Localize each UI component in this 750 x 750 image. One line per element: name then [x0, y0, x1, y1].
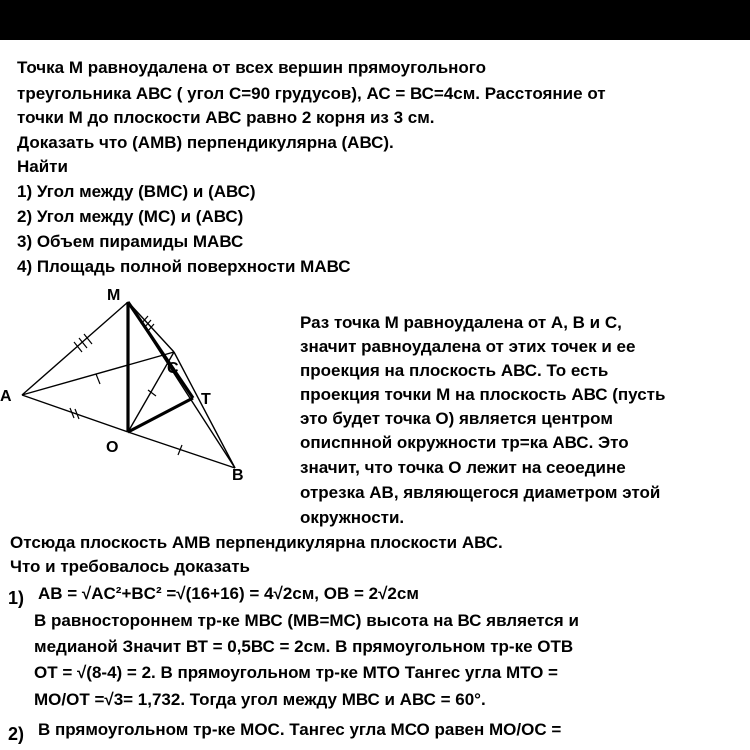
problem-line: 1) Угол между (ВМС) и (АВС) — [17, 182, 256, 201]
label-T: T — [201, 391, 211, 408]
explanation-line: проекция точки М на плоскость АВС (пусть — [300, 385, 666, 404]
problem-line: треугольника АВС ( угол С=90 грудусов), АС = ВС=4см. Расстояние от — [17, 84, 606, 103]
solution-1-line: В равностороннем тр-ке МВС (МВ=МС) высота на ВС является и — [34, 611, 579, 630]
label-B: B — [232, 467, 244, 484]
label-A: A — [0, 388, 12, 405]
explanation-line: значит равноудалена от этих точек и ее — [300, 337, 636, 356]
solution-2-head: В прямоугольном тр-ке МОС. Тангес угла МСО равен МО/ОС = — [38, 720, 562, 739]
edge-AC — [22, 352, 174, 395]
label-M: M — [107, 287, 121, 304]
explanation-line: Раз точка М равноудалена от А, В и С, — [300, 313, 622, 332]
top-black-bar — [0, 0, 750, 40]
explanation-line: окружности. — [300, 508, 405, 527]
problem-line: Найти — [17, 157, 68, 176]
edge-MA — [22, 302, 128, 395]
problem-line: 3) Объем пирамиды МАВС — [17, 232, 244, 251]
explanation-line: это будет точка О) является центром — [300, 409, 613, 428]
problem-line: 2) Угол между (МС) и (АВС) — [17, 207, 244, 226]
explanation-line: проекция на плоскость АВС. То есть — [300, 361, 609, 380]
explanation-line: отрезка АВ, являющегося диаметром этой — [300, 483, 661, 502]
problem-line: Доказать что (АМВ) перпендикулярна (АВС). — [17, 133, 394, 152]
solution-2-number: 2) — [8, 724, 25, 744]
problem-line: Точка М равноудалена от всех вершин прямоугольного — [17, 58, 487, 77]
solution-1-line: ОТ = √(8-4) = 2. В прямоугольном тр-ке МТО Тангес угла МТО = — [34, 663, 558, 682]
solution-1-head: AB = √AC²+BC² =√(16+16) = 4√2см, OB = 2√2см — [38, 584, 419, 603]
problem-line: 4) Площадь полной поверхности МАВС — [17, 257, 351, 276]
label-C: C — [167, 360, 179, 377]
segment-MT — [128, 302, 193, 398]
solution-1-number: 1) — [8, 588, 25, 608]
explanation-line: значит, что точка О лежит на сеоедине — [300, 458, 626, 477]
tick-marks — [70, 316, 182, 455]
solution-1-line: медианой Значит ВТ = 0,5ВС = 2см. В прямоугольном тр-ке ОТВ — [34, 637, 574, 656]
pyramid-figure — [0, 280, 300, 490]
problem-line: точки М до плоскости АВС равно 2 корня из 3 см. — [17, 108, 435, 127]
edge-AO — [22, 395, 128, 432]
explanation-line: описпнной окружности тр=ка АВС. Это — [300, 433, 629, 452]
solution-1-line: МО/ОТ =√3= 1,732. Тогда угол между МВС и АВС = 60°. — [34, 690, 486, 709]
label-O: O — [106, 439, 119, 456]
conclusion-line: Отсюда плоскость АМВ перпендикулярна плоскости АВС. — [10, 533, 503, 552]
conclusion-line: Что и требовалось доказать — [10, 557, 251, 576]
